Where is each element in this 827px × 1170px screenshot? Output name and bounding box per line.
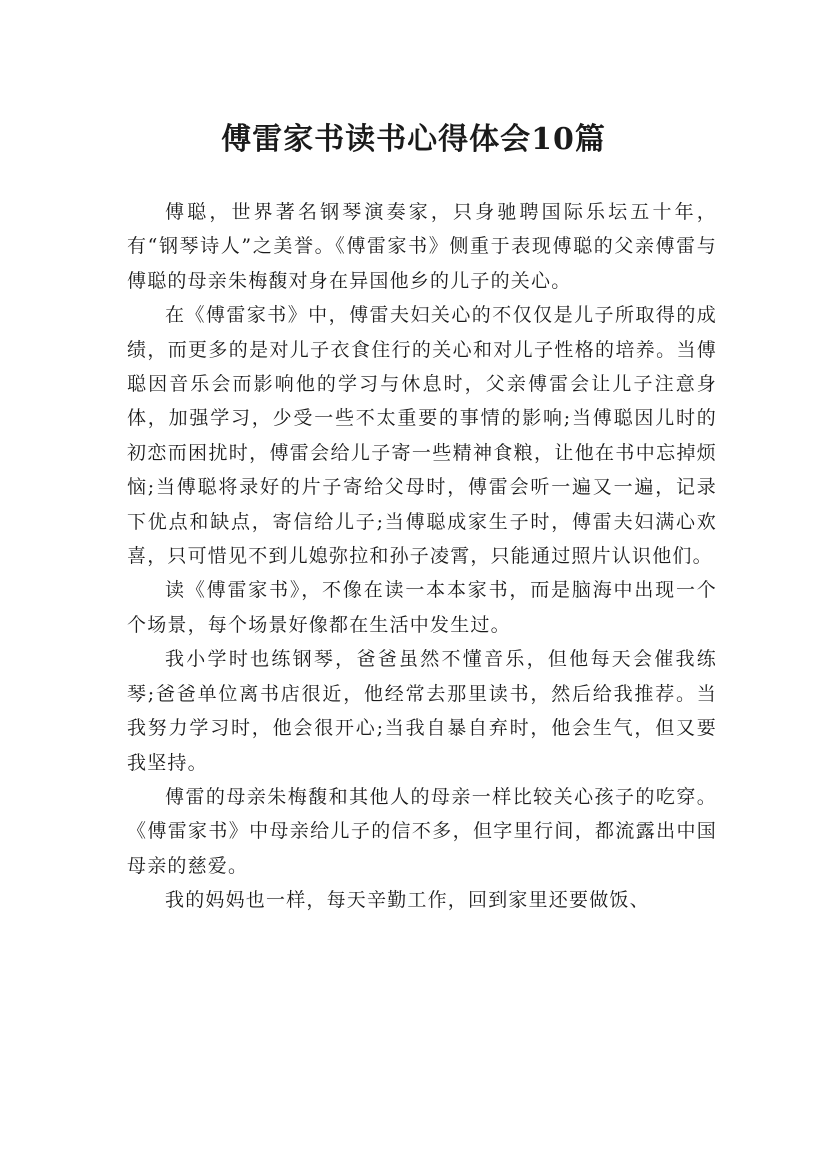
paragraph-1: 傅聪，世界著名钢琴演奏家，只身驰聘国际乐坛五十年，有“钢琴诗人”之美誉。《傅雷家书》侧重于表现傅聪的父亲傅雷与傅聪的母亲朱梅馥对身在异国他乡的儿子的关心。	[127, 201, 717, 292]
paragraph-6: 我的妈妈也一样，每天辛勤工作，回到家里还要做饭、	[165, 889, 650, 912]
document-body	[127, 195, 717, 918]
paragraph-2: 在《傅雷家书》中，傅雷夫妇关心的不仅仅是儿子所取得的成绩，而更多的是对儿子衣食住行的关心和对儿子性格的培养。当傅聪因音乐会而影响他的学习与休息时，父亲傅雷会让儿子注意身体，加强学习，少受一些不太重要的事情的影响;当傅聪因儿时的初恋而困扰时，傅雷会给儿子寄一些精神食粮，让他在书中忘掉烦恼;当傅聪将录好的片子寄给父母时，傅雷会听一遍又一遍，记录下优点和缺点，寄信给儿子;当傅聪成家生子时，傅雷夫妇满心欢喜，只可惜见不到儿媳弥拉和孙子凌霄，只能通过照片认识他们。	[127, 304, 717, 568]
document-title: 傅雷家书读书心得体会10篇	[221, 122, 606, 158]
paragraph-4: 我小学时也练钢琴，爸爸虽然不懂音乐，但他每天会催我练琴;爸爸单位离书店很近，他经常去那里读书，然后给我推荐。当我努力学习时，他会很开心;当我自暴自弃时，他会生气，但又要我坚持。	[127, 648, 717, 774]
paragraph-5: 傅雷的母亲朱梅馥和其他人的母亲一样比较关心孩子的吃穿。《傅雷家书》中母亲给儿子的信不多，但字里行间，都流露出中国母亲的慈爱。	[127, 785, 717, 877]
paragraph-3: 读《傅雷家书》，不像在读一本本家书，而是脑海中出现一个个场景，每个场景好像都在生活中发生过。	[127, 579, 717, 636]
